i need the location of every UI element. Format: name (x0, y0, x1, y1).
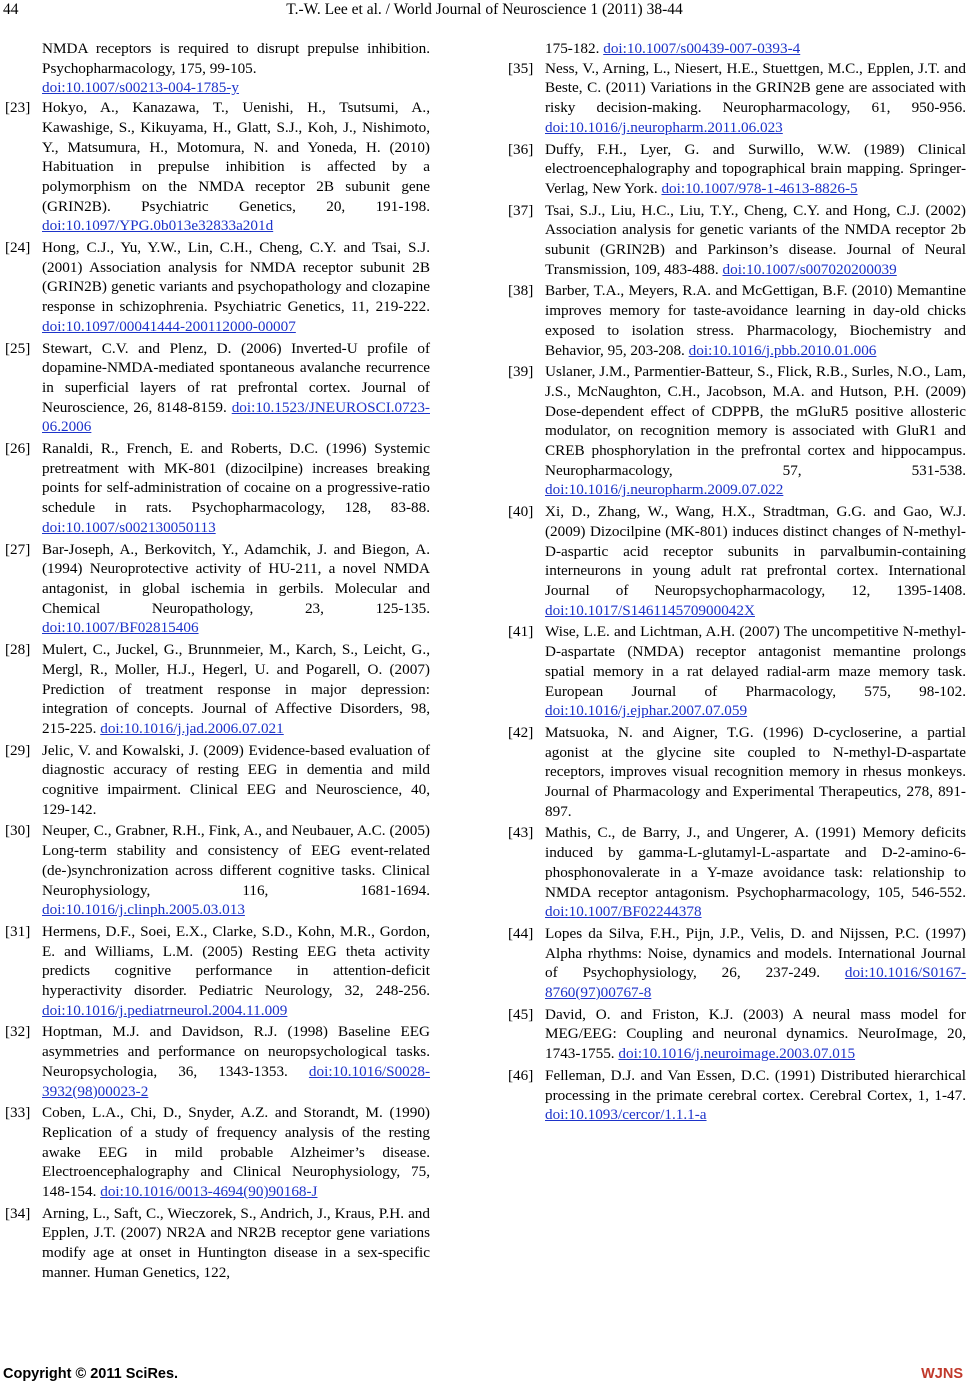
reference-number: [42] (508, 723, 534, 741)
reference-item (5, 640, 430, 739)
reference-number: [38] (508, 282, 534, 300)
reference-item (5, 1022, 430, 1101)
page-footer (0, 1366, 969, 1386)
reference-text: Felleman, D.J. and Van Essen, D.C. (1991) Distributed hierarchical processing in the primate cerebral cortex. Cerebral Cortex, 1, 1-47. (545, 1066, 966, 1104)
reference-item (508, 1066, 966, 1125)
reference-text: Matsuoka, N. and Aigner, T.G. (1996) D-cycloserine, a partial agonist at the glycine site coupled to N-methyl-D-aspartate receptors, improves visual recognition memory in rhesus monkeys. Journal of Pharmacology and Experimental Therapeutics, 278, 891-897. (545, 723, 966, 820)
reference-text: Stewart, C.V. and Plenz, D. (2006) Inverted-U profile of dopamine-NMDA-mediated spontaneous avalanche recurrence in superficial layers of rat prefrontal cortex. Journal of Neuroscience, 26, 8148-8159. (42, 339, 430, 416)
doi-link[interactable]: doi:10.1097/YPG.0b013e32833a201d (42, 217, 274, 235)
reference-text: Bar-Joseph, A., Berkovitch, Y., Adamchik, J. and Biegon, A. (1994) Neuroprotective activity of HU-211, a novel NMDA antagonist, in global ischemia in gerbils. Molecular and Chemical Neuropathology, 23, 125-135. (42, 540, 430, 617)
reference-number: [28] (5, 641, 31, 659)
reference-text: Neuper, C., Grabner, R.H., Fink, A., and Neubauer, A.C. (2005) Long-term stability and consistency of EEG event-related (de-)synchronization across different cognitive tasks. Clinical Neurophysiology, 116, 1681-1694. (42, 822, 430, 899)
reference-item (508, 59, 966, 138)
reference-number: [43] (508, 824, 534, 842)
reference-text: Duffy, F.H., Lyer, G. and Surwillo, W.W. (1989) Clinical electroencephalography and topographical brain mapping. Springer-Verlag, New York. (545, 140, 966, 197)
doi-link[interactable]: doi:10.1016/j.neuropharm.2009.07.022 (545, 481, 784, 499)
reference-item (5, 98, 430, 236)
reference-text: Ness, V., Arning, L., Niesert, H.E., Stuettgen, M.C., Epplen, J.T. and Beste, C. (2011) Variations in the GRIN2B gene are associated with risky decision-making. Neuropharmacology, 61, 950-956. (545, 59, 966, 117)
reference-item (508, 723, 966, 822)
doi-link[interactable]: doi:10.1016/j.pediatrneurol.2004.11.009 (42, 1001, 288, 1019)
reference-number: [31] (5, 922, 31, 940)
running-header (0, 0, 969, 24)
reference-text: NMDA receptors is required to disrupt prepulse inhibition. Psychopharmacology, 175, 99-105. (42, 40, 430, 77)
doi-link[interactable]: doi:10.1017/S146114570900042X (545, 601, 755, 619)
reference-number: [30] (5, 822, 31, 840)
reference-item (5, 741, 430, 820)
running-head: T.-W. Lee et al. / World Journal of Neuroscience 1 (2011) 38-44 (286, 1, 683, 18)
reference-number: [25] (5, 339, 31, 357)
doi-link[interactable]: doi:10.1016/S0167-8760(97)00767-8 (545, 964, 967, 1002)
doi-link[interactable]: doi:10.1007/s007020200039 (722, 260, 897, 278)
reference-number: [39] (508, 363, 534, 381)
reference-item (5, 540, 430, 639)
doi-link[interactable]: doi:10.1016/0013-4694(90)90168-J (100, 1183, 318, 1201)
reference-number: [37] (508, 201, 534, 219)
doi-link[interactable]: doi:10.1007/s00439-007-0393-4 (603, 40, 801, 57)
doi-link[interactable]: doi:10.1016/j.pbb.2010.01.006 (688, 341, 877, 359)
journal-abbrev: WJNS (921, 1366, 963, 1382)
reference-text: Hong, C.J., Yu, Y.W., Lin, C.H., Cheng, C.Y. and Tsai, S.J. (2001) Association analysis for NMDA receptor subunit 2B (GRIN2B) genetic variants and psychopathology and clozapine response in schizophrenia. Psychiatric Genetics, 11, 219-222. (42, 239, 430, 316)
doi-link[interactable]: doi:10.1523/JNEUROSCI.0723-06.2006 (42, 398, 430, 436)
reference-item (508, 622, 966, 721)
reference-text: Uslaner, J.M., Parmentier-Batteur, S., Flick, R.B., Surles, N.O., Lam, J.S., McNaughton, C.H., Jacobson, M.A. and Hutson, P.H. (2009) Dose-dependent effect of CDPPB, the mGluR5 positive allosteric modulator, on recognition memory is associated with GluR1 and CREB phosphorylation in the prefrontal cortex and hippocampus. Neuropharmacology, 57, 531-538. (545, 363, 966, 479)
copyright-notice: Copyright © 2011 SciRes. (3, 1366, 179, 1382)
reference-item (508, 924, 966, 1003)
reference-item (508, 140, 966, 199)
reference-number: [35] (508, 59, 534, 77)
reference-number: [32] (5, 1023, 31, 1041)
page-number: 44 (3, 1, 19, 18)
reference-number: [46] (508, 1066, 534, 1084)
reference-number: [41] (508, 623, 534, 641)
doi-link[interactable]: doi:10.1007/BF02244378 (545, 903, 702, 921)
reference-text: 175-182. (545, 40, 600, 57)
reference-text: Wise, L.E. and Lichtman, A.H. (2007) The uncompetitive N-methyl-D-aspartate (NMDA) receptor antagonist memantine prolongs spatial memory in a rat delayed radial-arm maze memory task. European Journal of Pharmacology, 575, 98-102. (545, 623, 966, 700)
reference-number: [44] (508, 924, 534, 942)
reference-number: [34] (5, 1204, 31, 1222)
reference-item (5, 1103, 430, 1202)
reference-text: Barber, T.A., Meyers, R.A. and McGettigan, B.F. (2010) Memantine improves memory for taste-avoidance learning in day-old chicks exposed to isolation stress. Pharmacology, Biochemistry and Behavior, 95, 203-208. (545, 282, 966, 359)
doi-link[interactable]: doi:10.1007/s00213-004-1785-y (42, 79, 240, 97)
reference-list (5, 98, 430, 1282)
reference-item (5, 821, 430, 920)
reference-item (508, 201, 966, 280)
doi-link[interactable]: doi:10.1007/BF02815406 (42, 619, 199, 637)
reference-text: Coben, L.A., Chi, D., Snyder, A.Z. and Storandt, M. (1990) Replication of a study of frequency analysis of the resting awake EEG in mild probable Alzheimer’s disease. Electroencephalography and Clinical Neurophysiology, 75, 148-154. (42, 1104, 430, 1201)
reference-text: Ranaldi, R., French, E. and Roberts, D.C. (1996) Systemic pretreatment with MK-801 (dizocilpine) increases breaking points for self-administration of cocaine on a progressive-ratio schedule in rats. Psychopharmacology, 128, 83-88. (42, 440, 430, 517)
reference-item (5, 922, 430, 1021)
reference-item (508, 502, 966, 620)
reference-number: [26] (5, 440, 31, 458)
doi-link[interactable]: doi:10.1016/j.jad.2006.07.021 (100, 719, 284, 737)
reference-item (508, 281, 966, 360)
reference-item (5, 238, 430, 337)
reference-item (5, 1204, 430, 1283)
reference-text: David, O. and Friston, K.J. (2003) A neural mass model for MEG/EEG: Coupling and neuronal dynamics. NeuroImage, 20, 1743-1755. (545, 1005, 966, 1063)
reference-continuation (5, 39, 430, 98)
reference-number: [33] (5, 1104, 31, 1122)
reference-item (508, 362, 966, 500)
doi-link[interactable]: doi:10.1016/j.neuroimage.2003.07.015 (618, 1045, 856, 1063)
doi-link[interactable]: doi:10.1007/s002130050113 (42, 518, 216, 536)
reference-text: Tsai, S.J., Liu, H.C., Liu, T.Y., Cheng, C.Y. and Hong, C.J. (2002) Association analysis for genetic variants of the NMDA receptor 2b subunit (GRIN2B) and Parkinson’s disease. Journal of Neural Transmission, 109, 483-488. (545, 201, 966, 278)
reference-number: [24] (5, 239, 31, 257)
reference-continuation (508, 39, 966, 59)
reference-text: Jelic, V. and Kowalski, J. (2009) Evidence-based evaluation of diagnostic accuracy of resting EEG in dementia and mild cognitive impairment. Clinical EEG and Neuroscience, 40, 129-142. (42, 741, 430, 818)
right-column (508, 39, 966, 1127)
reference-text: Mulert, C., Juckel, G., Brunnmeier, M., Karch, S., Leicht, G., Mergl, R., Moller, H.J., Hegerl, U. and Pogarell, O. (2007) Prediction of treatment response in major depression: integration of concepts. Journal of Affective Disorders, 98, 215-225. (42, 641, 430, 737)
doi-link[interactable]: doi:10.1093/cercor/1.1.1-a (545, 1106, 707, 1124)
doi-link[interactable]: doi:10.1016/j.clinph.2005.03.013 (42, 901, 245, 919)
reference-text: Arning, L., Saft, C., Wieczorek, S., Andrich, J., Kraus, P.H. and Epplen, J.T. (2007) NR2A and NR2B receptor gene variations modify age at onset in Huntington disease in a sex-specific manner. Human Genetics, 122, (42, 1204, 430, 1281)
doi-link[interactable]: doi:10.1007/978-1-4613-8826-5 (661, 179, 858, 197)
reference-number: [27] (5, 540, 31, 558)
reference-number: [23] (5, 99, 31, 117)
reference-number: [29] (5, 741, 31, 759)
reference-text: Hokyo, A., Kanazawa, T., Uenishi, H., Tsutsumi, A., Kawashige, S., Kikuyama, H., Glatt, S.J., Koh, J., Nishimoto, Y., Matsumura, H., Motomura, N. and Yoneda, H. (2010) Habituation in prepulse inhibition is affected by a polymorphism on the NMDA receptor 2B subunit gene (GRIN2B). Psychiatric Genetics, 20, 191-198. (42, 99, 430, 215)
reference-text: Mathis, C., de Barry, J., and Ungerer, A. (1991) Memory deficits induced by gamma-L-glutamyl-L-aspartate and D-2-amino-6-phosphonovalerate in a Y-maze avoidance task: relationship to NMDA receptor antagonism. Psychopharmacology, 105, 546-552. (545, 824, 966, 901)
reference-item (5, 339, 430, 438)
reference-item (508, 823, 966, 922)
doi-link[interactable]: doi:10.1097/00041444-200112000-00007 (42, 317, 296, 335)
reference-text: Lopes da Silva, F.H., Pijn, J.P., Velis, D. and Nijssen, P.C. (1997) Alpha rhythms: Noise, dynamics and models. International Journal of Psychophysiology, 26, 237-249. (545, 924, 966, 982)
reference-text: Xi, D., Zhang, W., Wang, H.X., Stradtman, G.G. and Gao, W.J. (2009) Dizocilpine (MK-801) induces distinct changes of N-methyl-D-aspartic acid receptor subunits in parvalbumin-containing interneurons in young adult rat prefrontal cortex. International Journal of Neuropsychopharmacology, 12, 1395-1408. (545, 503, 966, 599)
left-column (5, 39, 430, 1285)
reference-item (508, 1005, 966, 1064)
doi-link[interactable]: doi:10.1016/j.ejphar.2007.07.059 (545, 702, 748, 720)
doi-link[interactable]: doi:10.1016/S0028-3932(98)00023-2 (42, 1062, 431, 1100)
reference-list (508, 59, 966, 1125)
reference-text: Hermens, D.F., Soei, E.X., Clarke, S.D., Kohn, M.R., Gordon, E. and Williams, L.M. (2005) Resting EEG theta activity predicts cognitive performance in attention-deficit hyperactivity disorder. Pediatric Neurology, 32, 248-256. (42, 922, 430, 1000)
reference-text: Hoptman, M.J. and Davidson, R.J. (1998) Baseline EEG asymmetries and performance on neuropsychological tasks. Neuropsychologia, 36, 1343-1353. (42, 1023, 430, 1080)
reference-item (5, 439, 430, 538)
reference-number: [45] (508, 1005, 534, 1023)
reference-number: [36] (508, 140, 534, 158)
doi-link[interactable]: doi:10.1016/j.neuropharm.2011.06.023 (545, 118, 783, 136)
reference-number: [40] (508, 503, 534, 521)
